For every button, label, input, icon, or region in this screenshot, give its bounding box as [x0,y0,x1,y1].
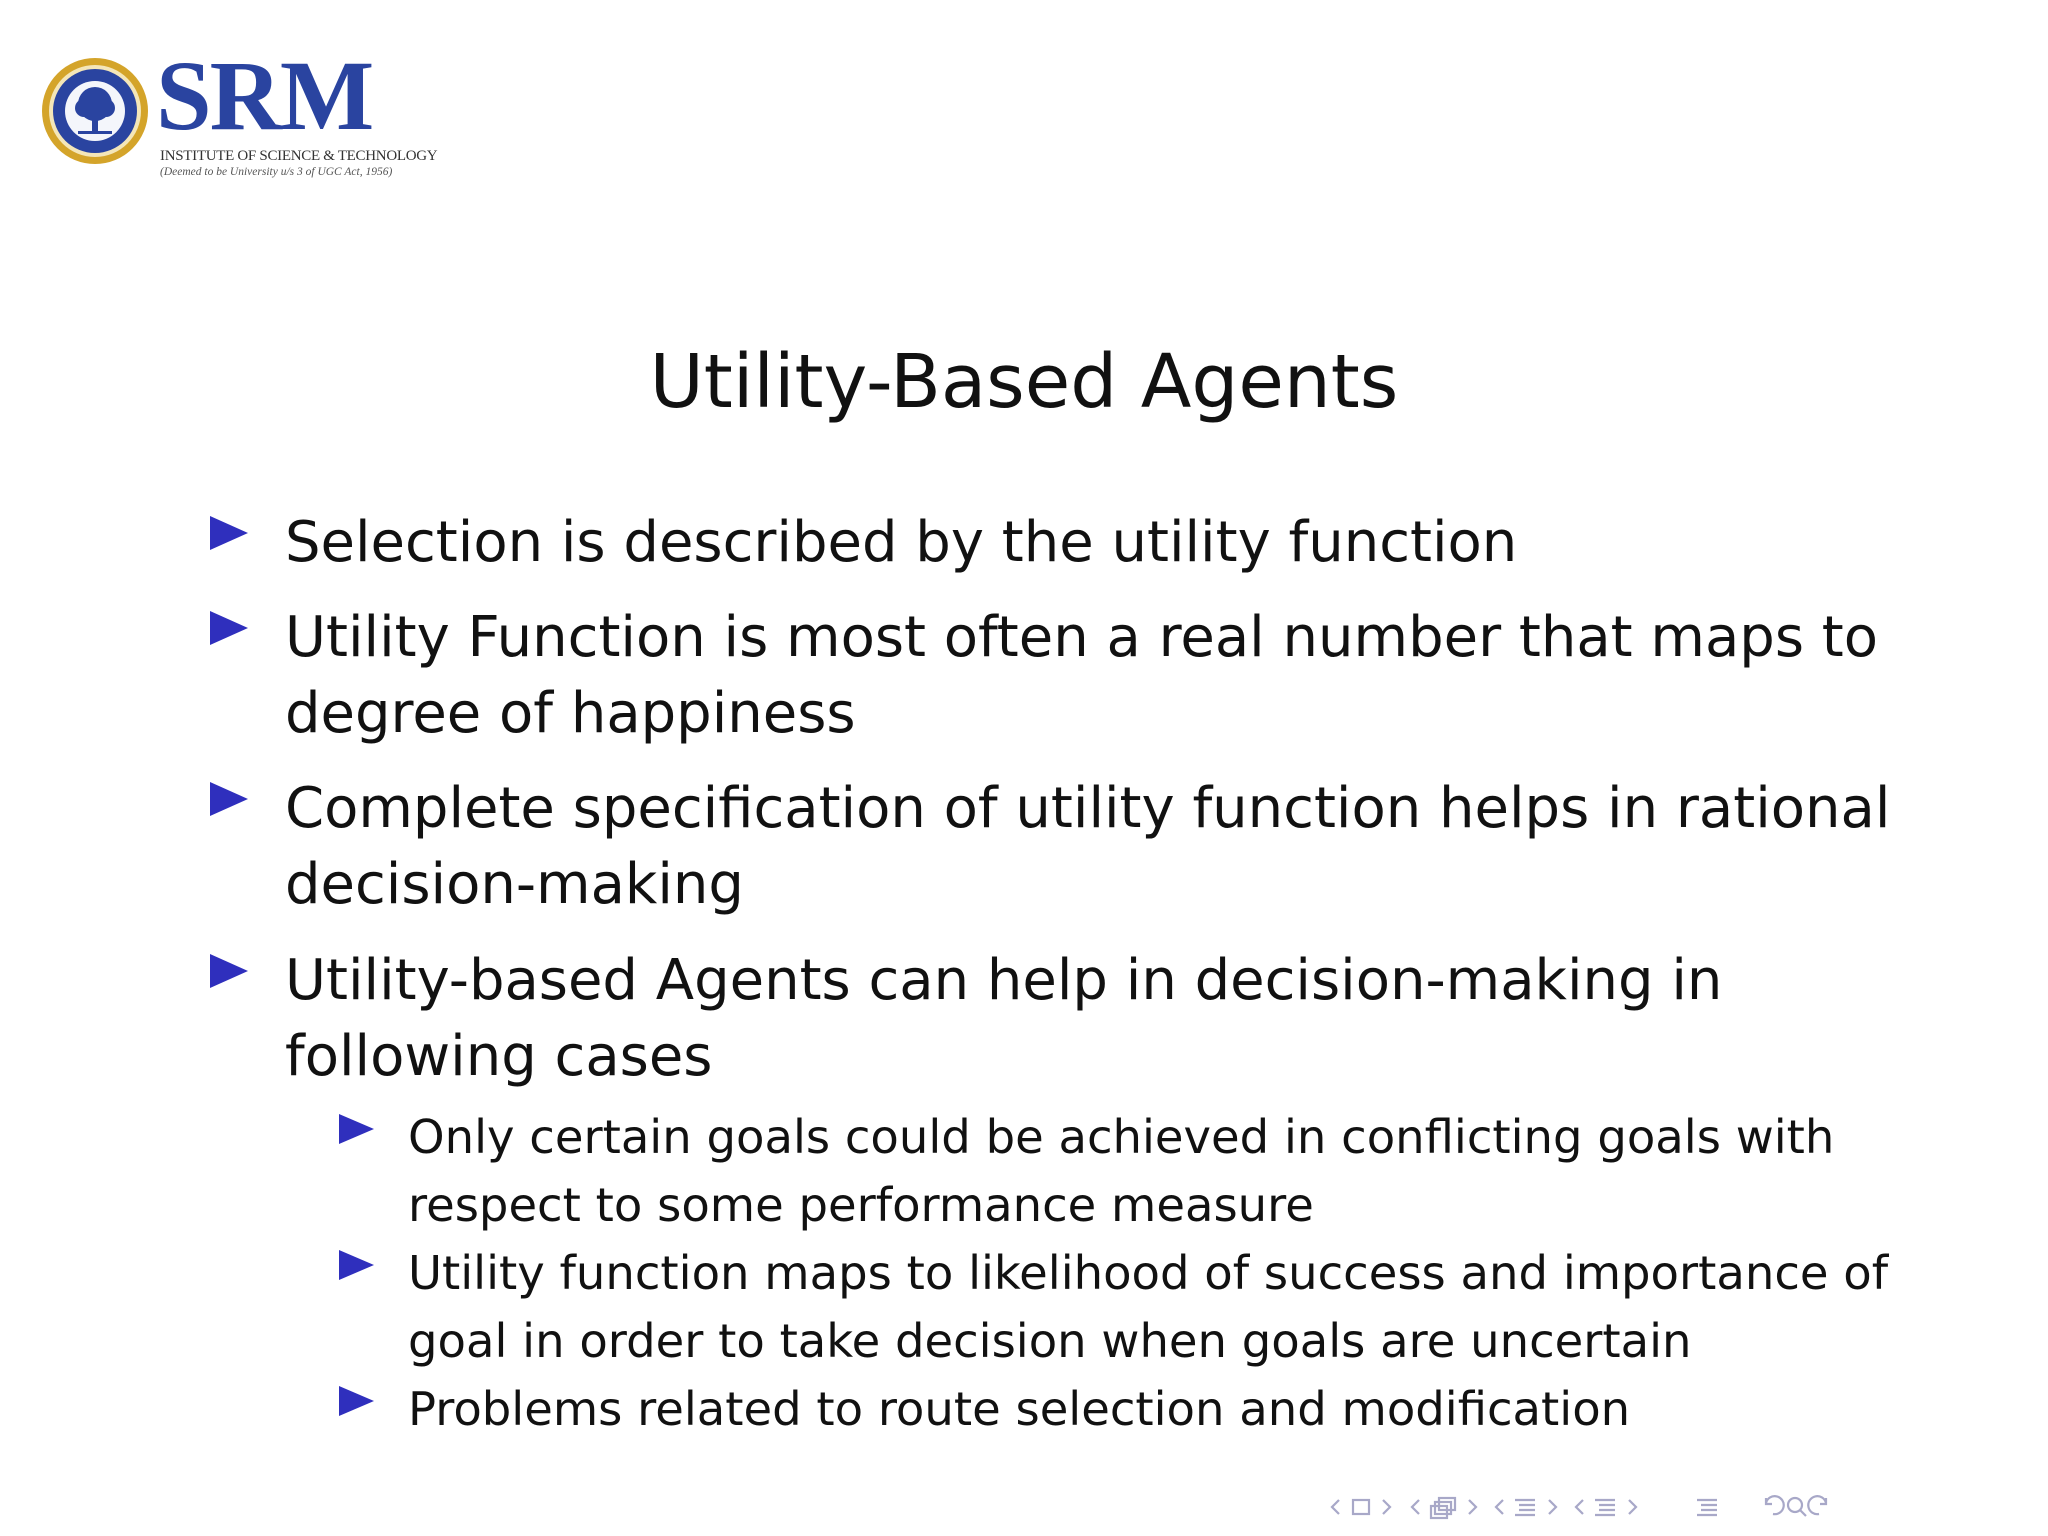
nav-back-icon[interactable] [1766,1496,1784,1514]
nav-prev-section-icon [1576,1500,1583,1514]
nav-subsection-group[interactable] [1496,1500,1556,1515]
bullet-text: Selection is described by the utility function [285,510,1518,575]
nav-slide-group[interactable] [1332,1500,1390,1514]
bullet-text: Utility Function is most often a real number that maps to degree of happiness [285,605,1879,746]
university-seal-icon [40,56,150,166]
nav-prev-slide-icon [1332,1500,1339,1514]
slide-title: Utility-Based Agents [649,339,1399,425]
bullet-text: Utility-based Agents can help in decision-making in following cases [285,948,1723,1089]
sub-bullet-text: Utility function maps to likelihood of success and importance of goal in order to take decision when goals are uncertain [408,1246,1889,1368]
nav-next-frame-icon [1469,1500,1476,1514]
nav-frame-icon [1431,1498,1455,1518]
nav-section-group[interactable] [1576,1500,1636,1515]
nav-slide-icon [1353,1500,1369,1514]
logo-name: SRM [156,40,373,151]
nav-frame-group[interactable] [1412,1498,1476,1518]
nav-document-icon[interactable] [1697,1500,1717,1515]
srm-logo [40,40,438,182]
nav-next-section-icon [1629,1500,1636,1514]
nav-forward-icon[interactable] [1808,1496,1826,1514]
nav-prev-frame-icon [1412,1500,1419,1514]
triangle-bullet-icon [210,516,248,550]
triangle-bullet-icon [339,1114,374,1144]
sub-bullet-text: Problems related to route selection and modification [408,1382,1631,1436]
nav-next-slide-icon [1383,1500,1390,1514]
logo-subtitle: INSTITUTE OF SCIENCE & TECHNOLOGY [160,148,438,164]
nav-prev-subsection-icon [1496,1500,1503,1514]
bullet-text: Complete specification of utility function helps in rational decision-making [285,776,1891,917]
sub-bullet-text: Only certain goals could be achieved in conflicting goals with respect to some performance measure [408,1110,1835,1232]
beamer-navigation-bar [1325,1488,2035,1526]
triangle-bullet-icon [210,954,248,988]
triangle-bullet-icon [210,782,248,816]
nav-section-icon [1595,1500,1615,1515]
triangle-bullet-icon [210,611,248,645]
triangle-bullet-icon [339,1250,374,1280]
nav-search-icon[interactable] [1788,1498,1806,1516]
logo-note: (Deemed to be University u/s 3 of UGC Act, 1956) [160,166,393,178]
nav-next-subsection-icon [1549,1500,1556,1514]
nav-subsection-icon [1515,1500,1535,1515]
triangle-bullet-icon [339,1386,374,1416]
